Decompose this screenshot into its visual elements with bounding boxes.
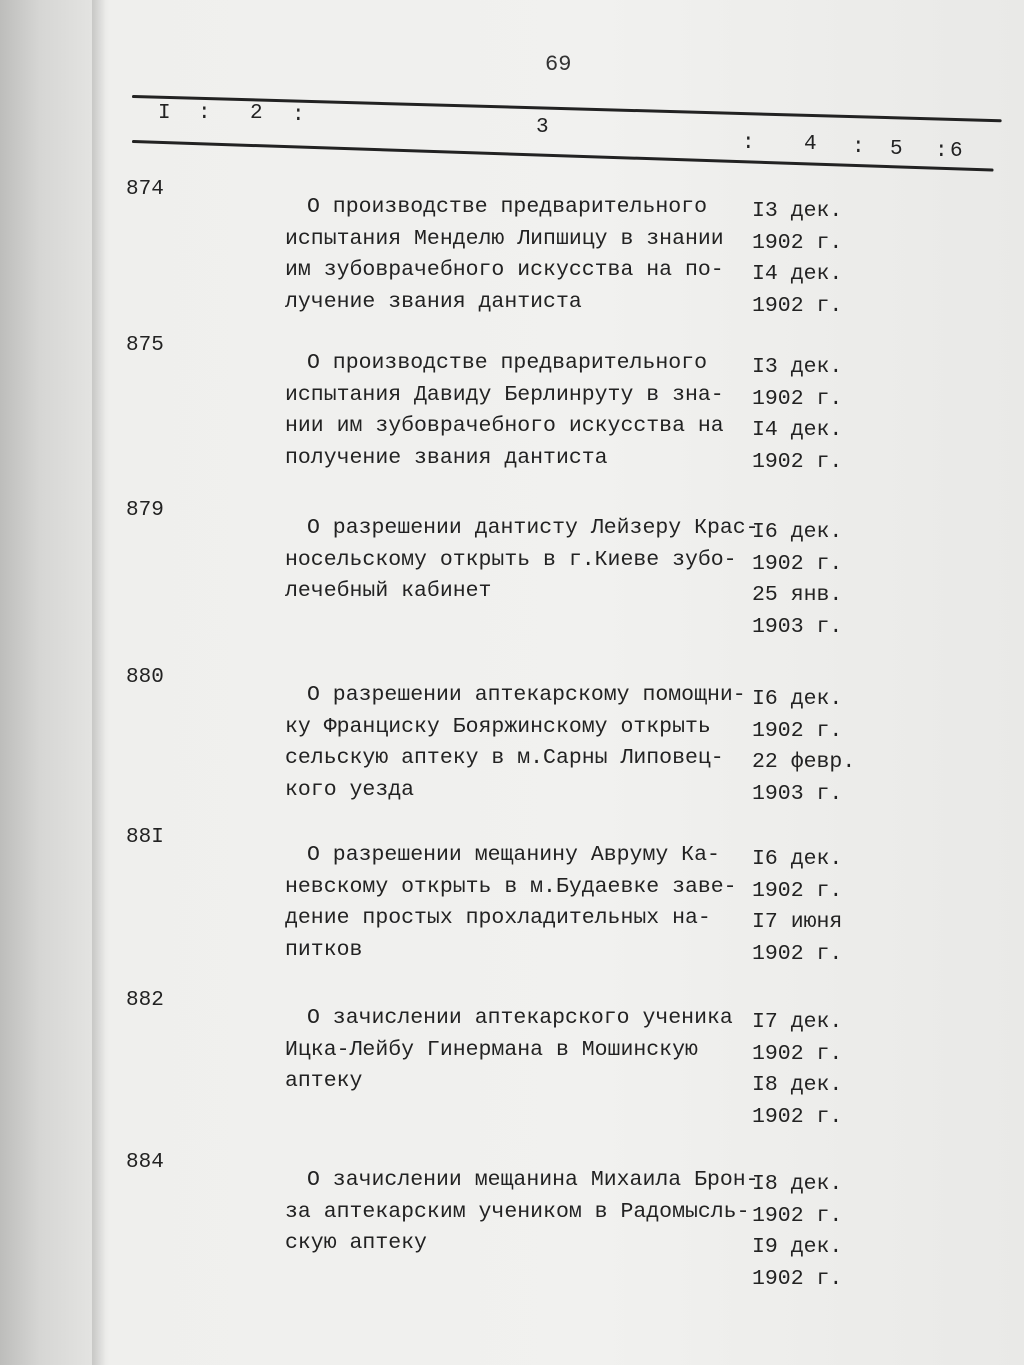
date-line: I6 дек. [752, 687, 843, 711]
entry-dates [752, 1007, 842, 1133]
entry-description [285, 348, 724, 474]
date-line: I3 дек. [752, 355, 843, 379]
date-line: I4 дек. [752, 418, 843, 442]
date-line: I7 дек. [752, 1010, 843, 1034]
description-line: носельскому открыть в г.Киеве зубо- [285, 547, 737, 572]
entry-number: 882 [126, 989, 164, 1012]
description-line: нии им зубоврачебного искусства на [285, 414, 724, 438]
description-line: получение звания дантиста [285, 445, 608, 470]
description-line: О производстве предварительного [307, 351, 707, 375]
date-line: 1902 г. [752, 941, 843, 966]
column-header-5: 5 [890, 138, 903, 161]
entry-dates [752, 1169, 842, 1295]
entry-description [285, 192, 724, 318]
description-line: лечебный кабинет [285, 579, 492, 603]
date-line: 1903 г. [752, 614, 843, 639]
entry-number: 874 [126, 178, 164, 201]
description-line: сельскую аптеку в м.Сарны Липовец- [285, 746, 724, 770]
date-line: I8 дек. [752, 1172, 843, 1196]
date-line: 1902 г. [752, 718, 843, 743]
column-separator: : [292, 104, 305, 127]
entry-description [285, 513, 759, 608]
description-line: кого уезда [285, 777, 415, 802]
date-line: I6 дек. [752, 847, 843, 871]
entry-description [285, 1003, 733, 1098]
date-line: I4 дек. [752, 262, 843, 286]
description-line: О зачислении мещанина Михаила Брон- [307, 1168, 759, 1192]
entry-dates [752, 684, 855, 810]
column-header-1: I [158, 102, 171, 125]
entry-description [285, 1165, 759, 1260]
entry-number: 884 [126, 1151, 164, 1174]
description-line: питков [285, 937, 363, 962]
date-line: I3 дек. [752, 199, 843, 223]
date-line: I8 дек. [752, 1073, 843, 1097]
date-line: 1902 г. [752, 386, 843, 411]
column-separator: : [198, 102, 211, 125]
description-line: невскому открыть в м.Будаевке заве- [285, 874, 737, 899]
date-line: I6 дек. [752, 520, 843, 544]
entry-number: 880 [126, 666, 164, 689]
description-line: О производстве предварительного [307, 195, 707, 219]
entry-number: 88I [126, 826, 164, 849]
description-line: О разрешении дантисту Лейзеру Крас- [307, 516, 759, 540]
entry-number: 875 [126, 334, 164, 357]
entry-description [285, 840, 737, 966]
description-line: лучение звания дантиста [285, 289, 582, 314]
column-header-4: 4 [804, 133, 817, 156]
date-line: 1902 г. [752, 1266, 843, 1291]
description-line: скую аптеку [285, 1231, 427, 1255]
column-header-2: 2 [250, 102, 263, 125]
page-number: 69 [545, 52, 572, 77]
description-line: О зачислении аптекарского ученика [307, 1006, 733, 1030]
entry-dates [752, 196, 842, 322]
date-line: I9 дек. [752, 1235, 843, 1259]
description-line: О разрешении мещанину Авруму Ка- [307, 843, 720, 867]
entry-description [285, 680, 746, 806]
description-line: испытания Давиду Берлинруту в зна- [285, 382, 724, 407]
description-line: аптеку [285, 1069, 363, 1093]
date-line: 1902 г. [752, 293, 843, 318]
column-header-3: 3 [536, 116, 549, 139]
date-line: 22 февр. [752, 750, 856, 774]
entry-dates [752, 844, 842, 970]
description-line: О разрешении аптекарскому помощни- [307, 683, 746, 707]
date-line: 1903 г. [752, 781, 843, 806]
description-line: ку Франциску Бояржинскому открыть [285, 714, 711, 739]
date-line: I7 июня [752, 910, 843, 934]
entry-dates [752, 517, 842, 643]
page-fold-shadow [92, 0, 106, 1365]
date-line: 1902 г. [752, 878, 843, 903]
description-line: испытания Менделю Липшицу в знании [285, 226, 724, 251]
date-line: 25 янв. [752, 583, 843, 607]
column-header-6: 6 [950, 140, 963, 163]
column-separator: : [935, 140, 948, 163]
entry-dates [752, 352, 842, 478]
date-line: 1902 г. [752, 449, 843, 474]
description-line: им зубоврачебного искусства на по- [285, 258, 724, 282]
column-separator: : [742, 132, 755, 155]
description-line: за аптекарским учеником в Радомысль- [285, 1199, 750, 1224]
date-line: 1902 г. [752, 1203, 843, 1228]
date-line: 1902 г. [752, 1104, 843, 1129]
description-line: Ицка-Лейбу Гинермана в Мошинскую [285, 1037, 698, 1062]
description-line: дение простых прохладительных на- [285, 906, 711, 930]
date-line: 1902 г. [752, 1041, 843, 1066]
column-separator: : [852, 136, 865, 159]
date-line: 1902 г. [752, 230, 843, 255]
entry-number: 879 [126, 499, 164, 522]
date-line: 1902 г. [752, 551, 843, 576]
